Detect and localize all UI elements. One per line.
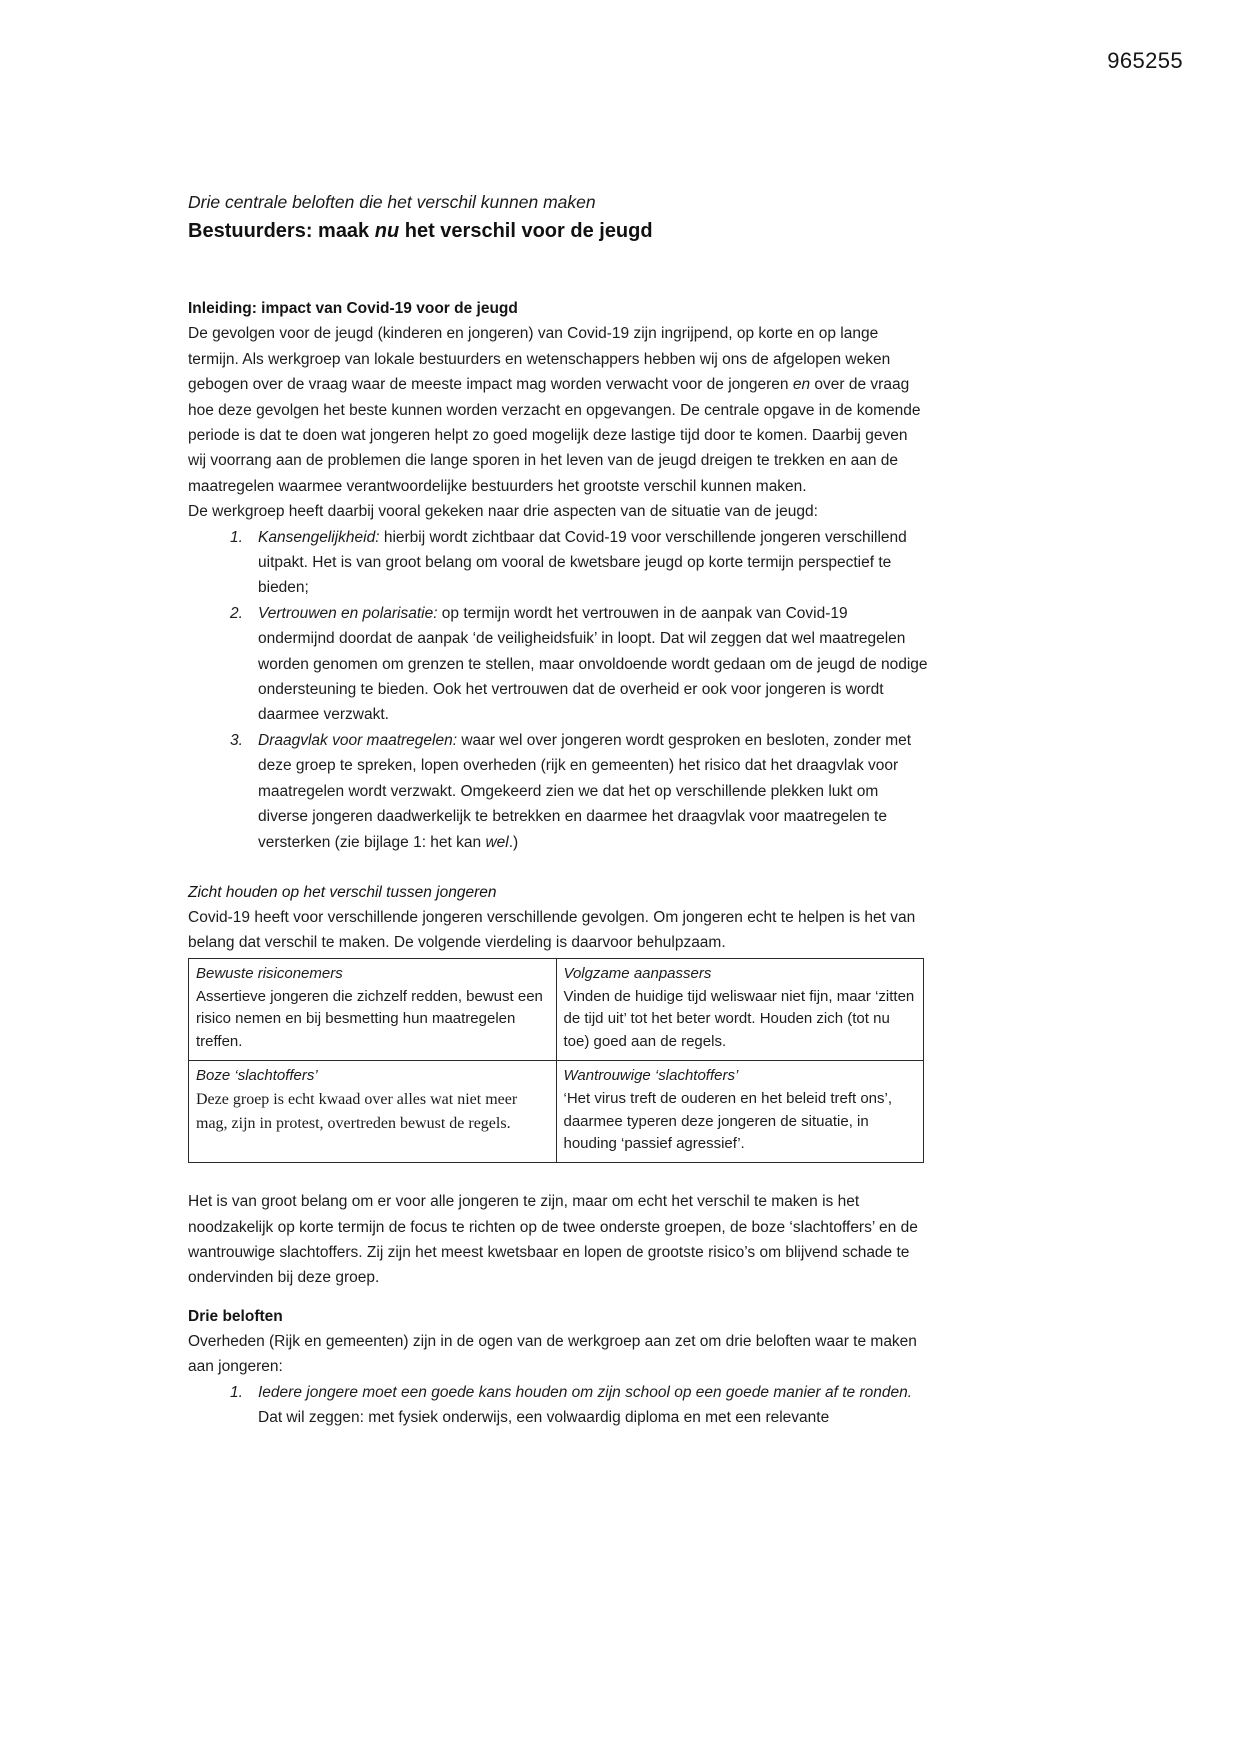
- beloften-heading: Drie beloften: [188, 1307, 283, 1325]
- intro-paragraph-a-part2: over de vraag hoe deze gevolgen het beste kunnen worden verzacht en opgevangen. De centrale opgave in de komende periode is dat te doen wat jongeren helpt zo goed mogelijk deze lastige tijd door te komen. Daarbij geven wij voorrang aan de problemen die lange sporen in het leven van de jeugd dreigen te trekken en aan de maatregelen waarmee verantwoordelijke bestuurders het grootste verschil kunnen maken.: [188, 376, 921, 495]
- cell-title: Wantrouwige ‘slachtoffers’: [563, 1066, 739, 1084]
- table-cell: [556, 1060, 924, 1162]
- document-kicker: Drie centrale beloften die het verschil kunnen maken: [188, 192, 596, 212]
- table-cell: [189, 958, 557, 1060]
- list-item: [188, 601, 928, 728]
- table-row: [189, 958, 924, 1060]
- cell-title: Boze ‘slachtoffers’: [196, 1066, 318, 1084]
- intro-paragraph-a-emphasis: en: [792, 376, 811, 394]
- beloften-list: [188, 1380, 928, 1431]
- belofte-lead: Iedere jongere moet een goede kans houden om zijn school op een goede manier af te ronden.: [258, 1383, 913, 1401]
- list-item: [188, 728, 928, 855]
- intro-paragraph-a-part1: De gevolgen voor de jeugd (kinderen en jongeren) van Covid-19 zijn ingrijpend, op korte en op lange termijn. Als werkgroep van lokale bestuurders en wetenschappers hebben wij ons de afgelopen weken gebogen over de vraag waar de meeste impact mag worden verwacht voor de jongeren: [188, 325, 891, 394]
- aspects-list: [188, 525, 928, 855]
- beloften-paragraph: Overheden (Rijk en gemeenten) zijn in de ogen van de werkgroep aan zet om drie beloften waar te maken aan jongeren:: [188, 1332, 917, 1376]
- aspect-text: hierbij wordt zichtbaar dat Covid-19 voor verschillende jongeren verschillend uitpakt. Het is van groot belang om vooral de kwetsbare jeugd op korte termijn perspectief te bieden;: [258, 528, 907, 597]
- title-emphasis: nu: [374, 220, 400, 243]
- aspect-lead: Draagvlak voor maatregelen:: [258, 731, 458, 749]
- document-content: [188, 190, 928, 1430]
- list-item: [188, 525, 928, 601]
- table-cell: [189, 1060, 557, 1162]
- title-part-2: het verschil voor de jeugd: [399, 220, 653, 243]
- aspect-lead: Vertrouwen en polarisatie:: [258, 604, 438, 622]
- table-cell: [556, 958, 924, 1060]
- belofte-text: Dat wil zeggen: met fysiek onderwijs, een volwaardig diploma en met een relevante: [258, 1408, 830, 1426]
- page-title: [188, 217, 928, 245]
- zicht-paragraph: Covid-19 heeft voor verschillende jongeren verschillende gevolgen. Om jongeren echt te helpen is het van belang dat verschil te maken. De volgende vierdeling is daarvoor behulpzaam.: [188, 908, 916, 952]
- after-table-paragraph: Het is van groot belang om er voor alle jongeren te zijn, maar om echt het verschil te maken is het noodzakelijk op korte termijn de focus te richten op de twee onderste groepen, de boze ‘slachtoffers’ en de wantrouwige slachtoffers. Zij zijn het meest kwetsbaar en lopen de grootste risico’s om blijvend schade te ondervinden bij deze groep.: [188, 1193, 918, 1287]
- list-item: [188, 1380, 928, 1431]
- cell-body: Deze groep is echt kwaad over alles wat niet meer mag, zijn in protest, overtreden bewust de regels.: [196, 1090, 518, 1133]
- intro-paragraph-b: De werkgroep heeft daarbij vooral gekeken naar drie aspecten van de situatie van de jeugd:: [188, 503, 818, 521]
- cell-title: Bewuste risiconemers: [196, 964, 343, 982]
- cell-body: Vinden de huidige tijd weliswaar niet fijn, maar ‘zitten de tijd uit’ tot het beter wordt. Houden zich (tot nu toe) goed aan de regels.: [563, 987, 915, 1051]
- cell-title: Volgzame aanpassers: [563, 964, 712, 982]
- intro-paragraph-a: [188, 321, 928, 499]
- intro-heading: Inleiding: impact van Covid-19 voor de jeugd: [188, 300, 518, 318]
- aspect-text-emphasis: wel: [485, 833, 509, 851]
- cell-body: ‘Het virus treft de ouderen en het beleid treft ons’, daarmee typeren deze jongeren de situatie, in houding ‘passief agressief’.: [563, 1089, 893, 1153]
- zicht-heading: Zicht houden op het verschil tussen jongeren: [188, 883, 497, 901]
- aspect-text-tail: .): [508, 833, 519, 851]
- table-row: [189, 1060, 924, 1162]
- cell-body: Assertieve jongeren die zichzelf redden, bewust een risico nemen en bij besmetting hun maatregelen treffen.: [196, 987, 543, 1051]
- aspect-text: op termijn wordt het vertrouwen in de aanpak van Covid-19 ondermijnd doordat de aanpak ‘de veiligheidsfuik’ in loopt. Dat wil zeggen dat wel maatregelen worden genomen om grenzen te stellen, maar onvoldoende wordt gedaan om de jeugd de nodige ondersteuning te bieden. Ook het vertrouwen dat de overheid er ook voor jongeren is wordt daarmee verzwakt.: [258, 604, 928, 724]
- aspect-lead: Kansengelijkheid:: [258, 528, 380, 546]
- quadrant-table: [188, 958, 924, 1163]
- page-header-number: 965255: [1107, 48, 1183, 73]
- aspect-text: waar wel over jongeren wordt gesproken en besloten, zonder met deze groep te spreken, lopen overheden (rijk en gemeenten) het risico dat het draagvlak voor maatregelen wordt verzwakt. Omgekeerd zien we dat het op verschillende plekken lukt om diverse jongeren daadwerkelijk te betrekken en daarmee het draagvlak voor maatregelen te versterken (zie bijlage 1: het kan: [258, 731, 912, 851]
- title-part-1: Bestuurders: maak: [188, 220, 375, 243]
